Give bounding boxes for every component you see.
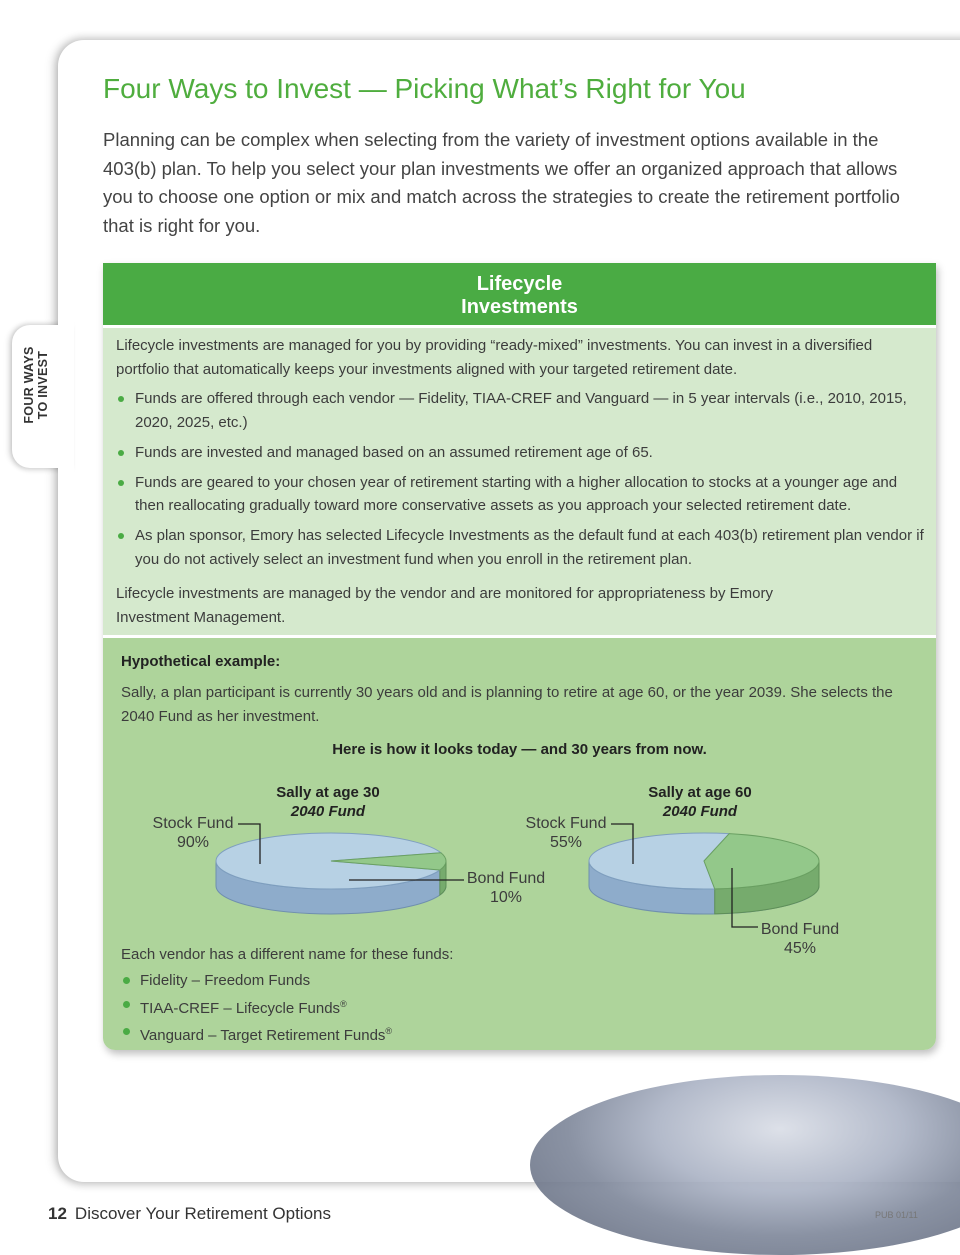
bullet-icon — [123, 977, 130, 984]
lifecycle-box — [103, 263, 936, 1050]
bond-fund-value: 45% — [783, 940, 817, 957]
vendor-list — [121, 969, 392, 1048]
lifecycle-header-line1: Lifecycle — [476, 273, 563, 295]
stock-fund-label: Stock Fund — [525, 815, 607, 832]
stock-fund-value: 55% — [549, 834, 583, 851]
list-item — [121, 969, 392, 993]
lifecycle-header-line2: Investments — [461, 296, 578, 318]
chart-title: Sally at age 30 — [276, 784, 380, 801]
registered-mark: ® — [340, 998, 347, 1009]
bond-fund-value: 10% — [489, 889, 523, 906]
allocation-pie-charts — [103, 263, 936, 1050]
section-tab-line1: FOUR WAYS — [22, 346, 36, 424]
intro-paragraph: Planning can be complex when selecting from the variety of investment options available in the 403(b) plan. To help you select your plan investments we offer an organized approach that allows you to choose one option or mix and match across the strategies to create the retirement portfolio that is right for you. — [103, 129, 900, 236]
lifecycle-lead: Lifecycle investments are managed for you by providing “ready-mixed” investments. You can invest in a diversified portfolio that automatically keeps your investments aligned with your targeted retirement date. — [116, 337, 873, 378]
stock-fund-value: 90% — [176, 834, 210, 851]
bullet-text: As plan sponsor, Emory has selected Lifecycle Investments as the default fund at each 403(b) retirement plan vendor if you do not actively select an investment fund when you enroll in the retirement plan. — [135, 527, 924, 568]
vendor-name: Fidelity – Freedom Funds — [140, 972, 311, 989]
footer-title: Discover Your Retirement Options — [74, 1204, 331, 1223]
registered-mark: ® — [385, 1026, 393, 1036]
bullet-text: Funds are invested and managed based on an assumed retirement age of 65. — [135, 443, 653, 461]
section-tab-line2: TO INVEST — [36, 350, 50, 420]
chart-subtitle: 2040 Fund — [290, 803, 366, 820]
vendor-name: TIAA-CREF – Lifecycle Funds — [140, 999, 341, 1017]
list-item — [121, 1020, 392, 1048]
footer — [48, 1204, 331, 1224]
publication-code: PUB 01/11 — [875, 1210, 918, 1220]
bullet-text: Funds are offered through each vendor — Fidelity, TIAA-CREF and Vanguard — in 5 year intervals (i.e., 2010, 2015, 2020, 2025, etc.) — [135, 390, 907, 431]
list-item — [121, 993, 392, 1021]
bond-fund-label: Bond Fund — [466, 870, 546, 887]
chart-title: Sally at age 60 — [648, 784, 752, 801]
chart-subtitle: 2040 Fund — [662, 803, 738, 820]
bullet-icon — [123, 1001, 130, 1008]
section-tab-label — [22, 330, 50, 440]
tab-joint — [58, 318, 74, 475]
bullet-text: Funds are geared to your chosen year of retirement starting with a higher allocation to stocks at a younger age and then reallocating gradually toward more conservative assets as you approach your selected retirement date. — [135, 473, 898, 514]
example-text: Sally, a plan participant is currently 30 years old and is planning to retire at age 60, or the year 2039. She selects the 2040 Fund as her investment. — [121, 684, 893, 725]
vendor-intro: Each vendor has a different name for these funds: — [121, 946, 454, 963]
stock-fund-label: Stock Fund — [152, 815, 234, 832]
example-subtitle: Here is how it looks today — and 30 years from now. — [332, 741, 707, 758]
page-number: 12 — [48, 1204, 67, 1223]
bond-fund-label: Bond Fund — [760, 921, 840, 938]
example-title: Hypothetical example: — [121, 653, 281, 670]
lifecycle-closing: Lifecycle investments are managed by the vendor and are monitored for appropriateness by Emory Investment Management. — [116, 585, 774, 626]
vendor-name: Vanguard – Target Retirement Funds — [140, 1027, 386, 1044]
bullet-icon — [123, 1028, 130, 1035]
page-title: Four Ways to Invest — Picking What’s Right for You — [103, 73, 746, 104]
